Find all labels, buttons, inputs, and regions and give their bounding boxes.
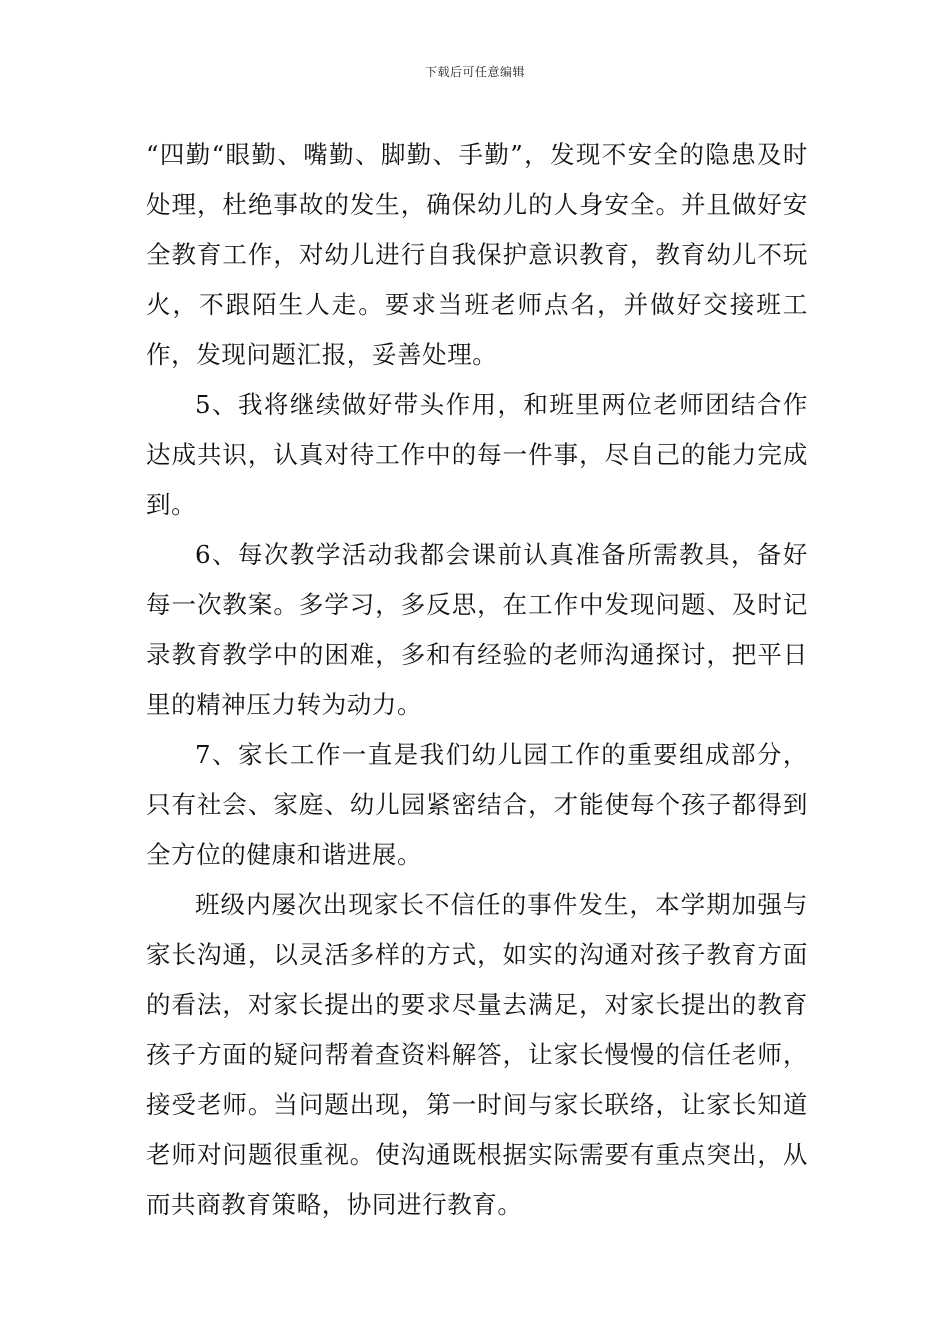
document-body	[146, 130, 808, 1230]
paragraph-item-5: 5、我将继续做好带头作用，和班里两位老师团结合作达成共识，认真对待工作中的每一件事，尽自己的能力完成到。	[146, 390, 808, 519]
paragraph-parent-communication: 班级内屡次出现家长不信任的事件发生，本学期加强与家长沟通，以灵活多样的方式，如实的沟通对孩子教育方面的看法，对家长提出的要求尽量去满足，对家长提出的教育孩子方面的疑问帮着查资料解答，让家长慢慢的信任老师，接受老师。当问题出现，第一时间与家长联络，让家长知道老师对问题很重视。使沟通既根据实际需要有重点突出，从而共商教育策略，协同进行教育。	[146, 890, 808, 1219]
paragraph-safety: “四勤“眼勤、嘴勤、脚勤、手勤”，发现不安全的隐患及时处理，杜绝事故的发生，确保幼儿的人身安全。并且做好安全教育工作，对幼儿进行自我保护意识教育，教育幼儿不玩火，不跟陌生人走。要求当班老师点名，并做好交接班工作，发现问题汇报，妥善处理。	[146, 140, 808, 369]
paragraph-item-6: 6、每次教学活动我都会课前认真准备所需教具，备好每一次教案。多学习，多反思，在工作中发现问题、及时记录教育教学中的困难，多和有经验的老师沟通探讨，把平日里的精神压力转为动力。	[146, 540, 808, 719]
paragraph-item-7: 7、家长工作一直是我们幼儿园工作的重要组成部分，只有社会、家庭、幼儿园紧密结合，才能使每个孩子都得到全方位的健康和谐进展。	[146, 740, 808, 869]
page-header: 下载后可任意编辑	[424, 65, 525, 79]
